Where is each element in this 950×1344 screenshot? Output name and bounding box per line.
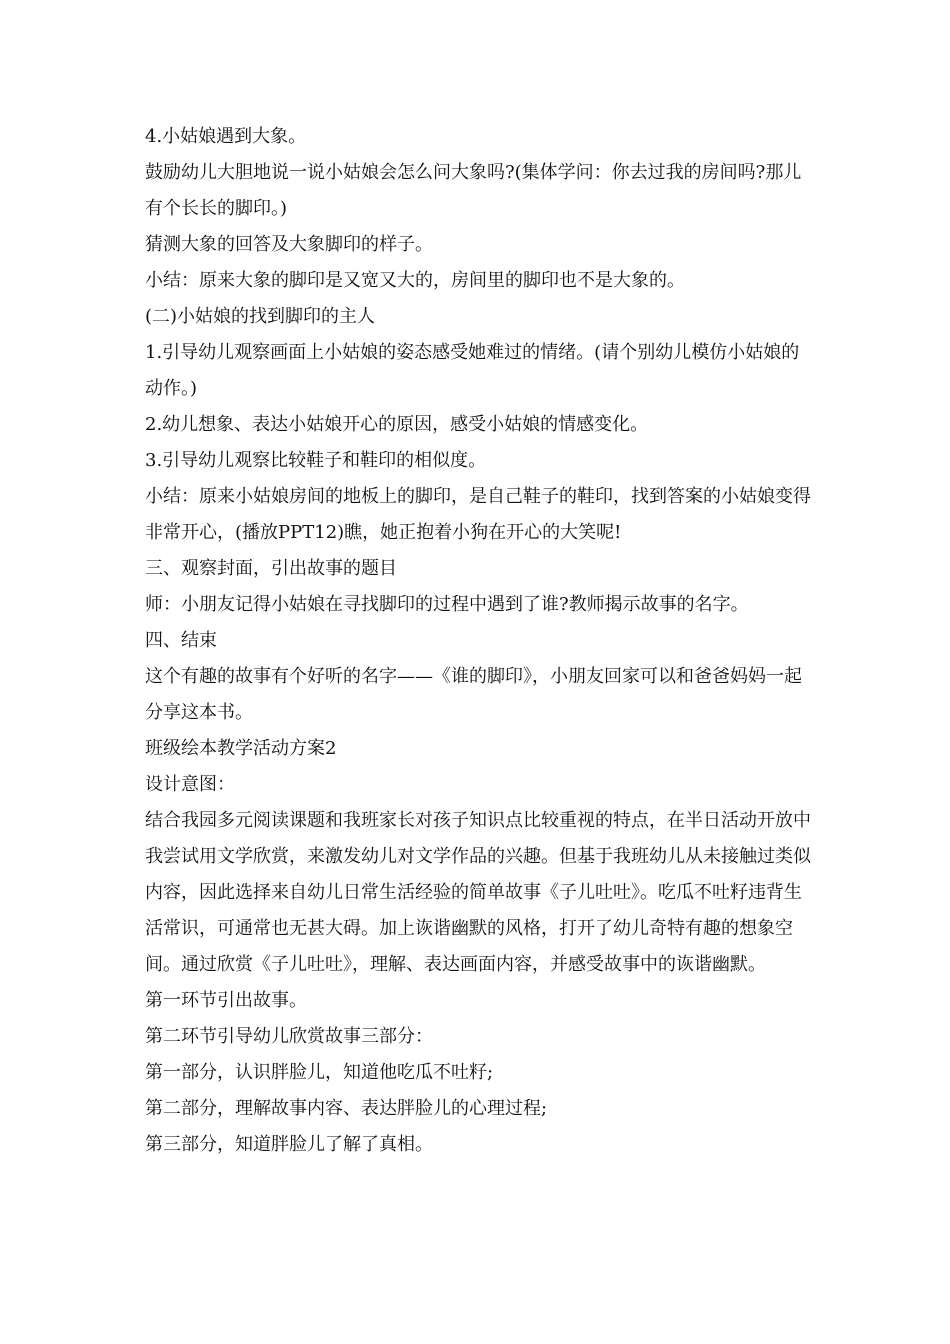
paragraph: 猜测大象的回答及大象脚印的样子。: [145, 234, 433, 255]
section-heading: (二)小姑娘的找到脚印的主人: [145, 306, 376, 327]
document-body: [145, 119, 815, 1163]
paragraph: 鼓励幼儿大胆地说一说小姑娘会怎么问大象吗?(集体学问：你去过我的房间吗?那儿有个长长的脚印。): [145, 162, 802, 219]
section-heading: 四、结束: [145, 630, 217, 651]
paragraph: 结合我园多元阅读课题和我班家长对孩子知识点比较重视的特点，在半日活动开放中我尝试用文学欣赏，来激发幼儿对文学作品的兴趣。但基于我班幼儿从未接触过类似内容，因此选择来自幼儿日常生活经验的简单故事《子儿吐吐》。吃瓜不吐籽违背生活常识，可通常也无甚大碍。加上诙谐幽默的风格，打开了幼儿奇特有趣的想象空间。通过欣赏《子儿吐吐》，理解、表达画面内容，并感受故事中的诙谐幽默。: [145, 810, 811, 975]
paragraph: 这个有趣的故事有个好听的名字——《谁的脚印》，小朋友回家可以和爸爸妈妈一起分享这本书。: [145, 666, 802, 723]
paragraph: 第一部分，认识胖脸儿，知道他吃瓜不吐籽;: [145, 1062, 494, 1083]
paragraph: 第二部分，理解故事内容、表达胖脸儿的心理过程;: [145, 1098, 548, 1119]
paragraph: 2.幼儿想象、表达小姑娘开心的原因，感受小姑娘的情感变化。: [145, 414, 649, 435]
paragraph: 小结：原来大象的脚印是又宽又大的，房间里的脚印也不是大象的。: [145, 270, 685, 291]
paragraph: 师：小朋友记得小姑娘在寻找脚印的过程中遇到了谁?教师揭示故事的名字。: [145, 594, 749, 615]
section-heading: 三、观察封面，引出故事的题目: [145, 558, 397, 579]
paragraph: 小结：原来小姑娘房间的地板上的脚印，是自己鞋子的鞋印，找到答案的小姑娘变得非常开心，(播放PPT12)瞧，她正抱着小狗在开心的大笑呢!: [145, 486, 811, 543]
paragraph: 4.小姑娘遇到大象。: [145, 126, 307, 147]
paragraph: 第三部分，知道胖脸儿了解了真相。: [145, 1134, 433, 1155]
paragraph: 3.引导幼儿观察比较鞋子和鞋印的相似度。: [145, 450, 487, 471]
document-title: 班级绘本教学活动方案2: [145, 738, 337, 759]
paragraph: 第二环节引导幼儿欣赏故事三部分：: [145, 1026, 433, 1047]
section-heading: 设计意图：: [145, 774, 235, 795]
paragraph: 第一环节引出故事。: [145, 990, 307, 1011]
paragraph: 1.引导幼儿观察画面上小姑娘的姿态感受她难过的情绪。(请个别幼儿模仿小姑娘的动作。): [145, 342, 800, 399]
